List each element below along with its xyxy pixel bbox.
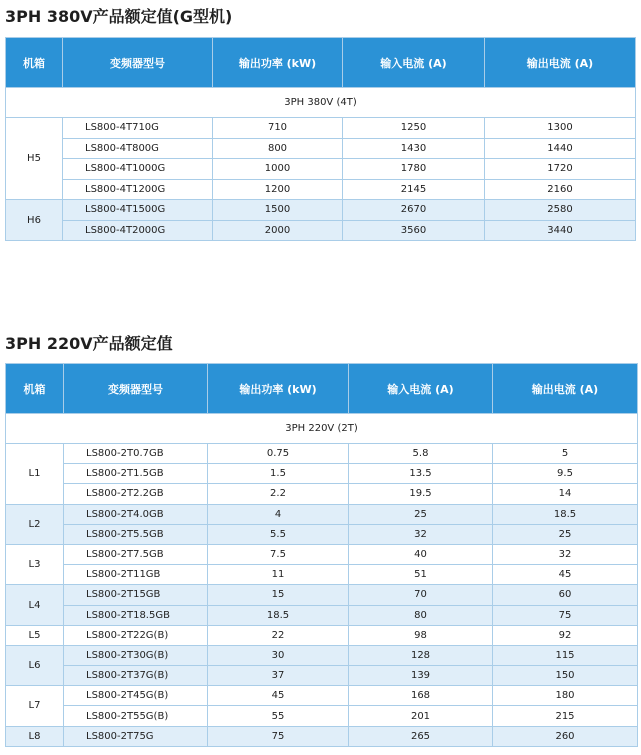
output-current-cell: 2160 (485, 179, 636, 200)
input-current-cell: 2670 (343, 200, 485, 221)
table-row (6, 504, 638, 524)
output-power-cell: 800 (213, 138, 343, 159)
output-current-cell: 150 (493, 666, 638, 686)
header-output-current: 输出电流 (A) (493, 364, 638, 414)
output-power-cell: 22 (208, 625, 349, 645)
model-cell: LS800-4T2000G (63, 220, 213, 241)
output-power-cell: 37 (208, 666, 349, 686)
header-input-current: 输入电流 (A) (349, 364, 493, 414)
output-current-cell: 9.5 (493, 464, 638, 484)
table-row (6, 179, 636, 200)
table-row (6, 118, 636, 139)
header-model: 变频器型号 (64, 364, 208, 414)
output-current-cell: 215 (493, 706, 638, 726)
header-frame: 机箱 (6, 364, 64, 414)
frame-cell: L7 (6, 686, 64, 726)
model-cell: LS800-4T710G (63, 118, 213, 139)
frame-cell: L8 (6, 726, 64, 746)
model-cell: LS800-2T0.7GB (64, 444, 208, 464)
frame-cell: L6 (6, 645, 64, 685)
model-cell: LS800-2T1.5GB (64, 464, 208, 484)
table-row (6, 706, 638, 726)
table-row (6, 645, 638, 665)
table-row (6, 138, 636, 159)
table-row (6, 464, 638, 484)
model-cell: LS800-2T7.5GB (64, 544, 208, 564)
header-output-current: 输出电流 (A) (485, 38, 636, 88)
output-current-cell: 180 (493, 686, 638, 706)
table-row (6, 444, 638, 464)
output-current-cell: 25 (493, 524, 638, 544)
input-current-cell: 5.8 (349, 444, 493, 464)
table-row (6, 605, 638, 625)
input-current-cell: 139 (349, 666, 493, 686)
frame-cell: L1 (6, 444, 64, 505)
input-current-cell: 70 (349, 585, 493, 605)
output-power-cell: 45 (208, 686, 349, 706)
table-row (6, 220, 636, 241)
table-row (6, 200, 636, 221)
input-current-cell: 51 (349, 565, 493, 585)
output-power-cell: 18.5 (208, 605, 349, 625)
output-power-cell: 5.5 (208, 524, 349, 544)
output-power-cell: 1000 (213, 159, 343, 180)
output-power-cell: 15 (208, 585, 349, 605)
input-current-cell: 265 (349, 726, 493, 746)
output-power-cell: 1200 (213, 179, 343, 200)
model-cell: LS800-2T15GB (64, 585, 208, 605)
input-current-cell: 1780 (343, 159, 485, 180)
input-current-cell: 19.5 (349, 484, 493, 504)
output-power-cell: 1.5 (208, 464, 349, 484)
input-current-cell: 98 (349, 625, 493, 645)
output-current-cell: 2580 (485, 200, 636, 221)
rating-table-380v (5, 37, 636, 241)
rating-table-220v (5, 363, 638, 747)
table-row (6, 666, 638, 686)
voltage-group-row (6, 414, 638, 444)
input-current-cell: 3560 (343, 220, 485, 241)
output-power-cell: 11 (208, 565, 349, 585)
input-current-cell: 1250 (343, 118, 485, 139)
voltage-group-label: 3PH 380V (4T) (6, 88, 636, 118)
header-row (6, 38, 636, 88)
model-cell: LS800-2T30G(B) (64, 645, 208, 665)
output-power-cell: 710 (213, 118, 343, 139)
input-current-cell: 40 (349, 544, 493, 564)
output-power-cell: 4 (208, 504, 349, 524)
table-row (6, 625, 638, 645)
output-current-cell: 45 (493, 565, 638, 585)
header-output-power: 输出功率 (kW) (213, 38, 343, 88)
output-current-cell: 260 (493, 726, 638, 746)
input-current-cell: 1430 (343, 138, 485, 159)
input-current-cell: 2145 (343, 179, 485, 200)
input-current-cell: 25 (349, 504, 493, 524)
model-cell: LS800-2T37G(B) (64, 666, 208, 686)
header-output-power: 输出功率 (kW) (208, 364, 349, 414)
output-current-cell: 5 (493, 444, 638, 464)
model-cell: LS800-2T45G(B) (64, 686, 208, 706)
model-cell: LS800-2T4.0GB (64, 504, 208, 524)
output-current-cell: 18.5 (493, 504, 638, 524)
voltage-group-label: 3PH 220V (2T) (6, 414, 638, 444)
table-row (6, 565, 638, 585)
model-cell: LS800-2T55G(B) (64, 706, 208, 726)
frame-cell: L2 (6, 504, 64, 544)
frame-cell: L5 (6, 625, 64, 645)
output-power-cell: 2.2 (208, 484, 349, 504)
output-current-cell: 92 (493, 625, 638, 645)
voltage-group-row (6, 88, 636, 118)
model-cell: LS800-2T22G(B) (64, 625, 208, 645)
header-input-current: 输入电流 (A) (343, 38, 485, 88)
input-current-cell: 128 (349, 645, 493, 665)
output-current-cell: 1300 (485, 118, 636, 139)
input-current-cell: 201 (349, 706, 493, 726)
model-cell: LS800-4T1200G (63, 179, 213, 200)
table-row (6, 544, 638, 564)
section-title-220v: 3PH 220V产品额定值 (5, 334, 173, 353)
input-current-cell: 32 (349, 524, 493, 544)
model-cell: LS800-4T1000G (63, 159, 213, 180)
header-frame: 机箱 (6, 38, 63, 88)
model-cell: LS800-4T800G (63, 138, 213, 159)
model-cell: LS800-4T1500G (63, 200, 213, 221)
output-current-cell: 32 (493, 544, 638, 564)
header-model: 变频器型号 (63, 38, 213, 88)
output-power-cell: 55 (208, 706, 349, 726)
model-cell: LS800-2T18.5GB (64, 605, 208, 625)
section-title-380v: 3PH 380V产品额定值(G型机) (5, 7, 233, 26)
frame-cell: L3 (6, 544, 64, 584)
frame-cell: H5 (6, 118, 63, 200)
input-current-cell: 168 (349, 686, 493, 706)
output-power-cell: 75 (208, 726, 349, 746)
output-power-cell: 0.75 (208, 444, 349, 464)
model-cell: LS800-2T5.5GB (64, 524, 208, 544)
frame-cell: H6 (6, 200, 63, 241)
output-current-cell: 60 (493, 585, 638, 605)
model-cell: LS800-2T11GB (64, 565, 208, 585)
model-cell: LS800-2T75G (64, 726, 208, 746)
table-row (6, 524, 638, 544)
input-current-cell: 80 (349, 605, 493, 625)
output-current-cell: 3440 (485, 220, 636, 241)
table-row (6, 585, 638, 605)
table-row (6, 484, 638, 504)
frame-cell: L4 (6, 585, 64, 625)
input-current-cell: 13.5 (349, 464, 493, 484)
table-row (6, 686, 638, 706)
header-row (6, 364, 638, 414)
model-cell: LS800-2T2.2GB (64, 484, 208, 504)
table-row (6, 159, 636, 180)
output-current-cell: 75 (493, 605, 638, 625)
output-power-cell: 1500 (213, 200, 343, 221)
output-current-cell: 1720 (485, 159, 636, 180)
output-power-cell: 2000 (213, 220, 343, 241)
output-current-cell: 1440 (485, 138, 636, 159)
output-current-cell: 115 (493, 645, 638, 665)
output-current-cell: 14 (493, 484, 638, 504)
output-power-cell: 30 (208, 645, 349, 665)
output-power-cell: 7.5 (208, 544, 349, 564)
table-row (6, 726, 638, 746)
